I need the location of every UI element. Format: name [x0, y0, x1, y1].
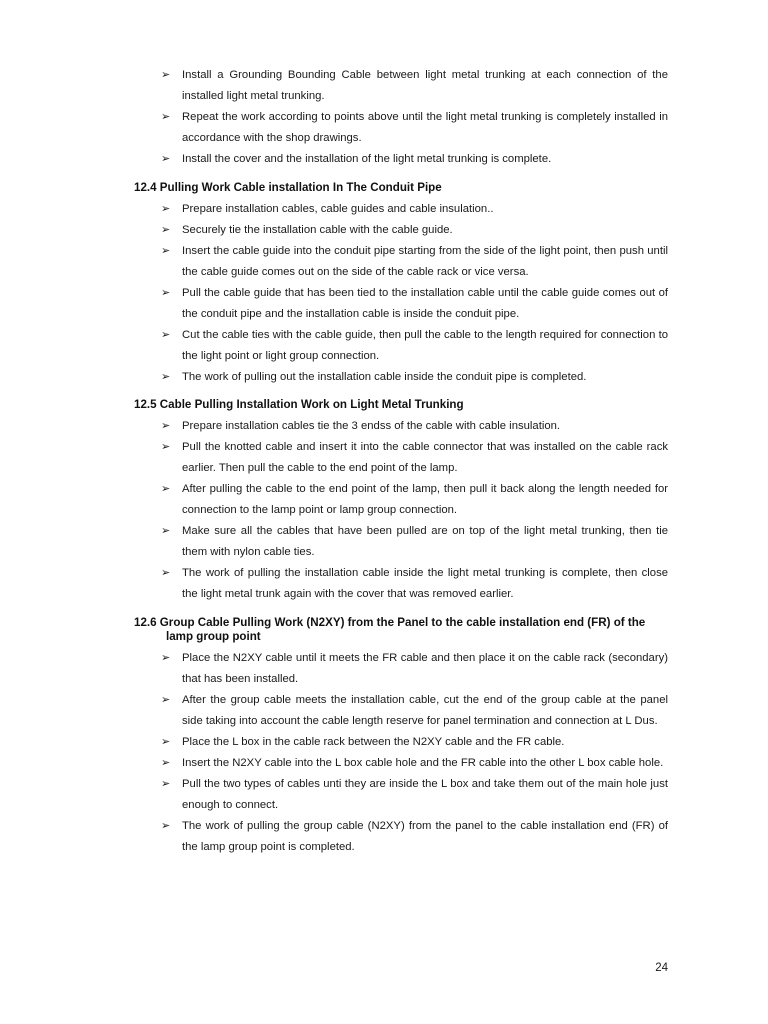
list-item-text: The work of pulling out the installation cable inside the conduit pipe is completed.: [182, 371, 587, 383]
arrow-bullet-icon: ➢: [161, 483, 171, 495]
arrow-bullet-icon: ➢: [161, 441, 171, 453]
list-item: [0, 325, 768, 367]
list-item-text: Install the cover and the installation of the light metal trunking is complete.: [182, 153, 552, 165]
list-item-text: Pull the cable guide that has been tied to the installation cable until the cable guide comes out of the conduit pipe and the installation cable is inside the conduit pipe.: [182, 287, 668, 320]
list-item-text: Securely tie the installation cable with the cable guide.: [182, 224, 453, 236]
arrow-bullet-icon: ➢: [161, 69, 171, 81]
arrow-bullet-icon: ➢: [161, 203, 171, 215]
list-item-text: After the group cable meets the installation cable, cut the end of the group cable at the panel side taking into account the cable length reserve for panel termination and connection at L Dus.: [182, 694, 668, 727]
list-item-text: Place the N2XY cable until it meets the FR cable and then place it on the cable rack (secondary) that has been installed.: [182, 652, 668, 685]
arrow-bullet-icon: ➢: [161, 371, 171, 383]
arrow-bullet-icon: ➢: [161, 420, 171, 432]
list-item: [0, 65, 768, 107]
list-item: [0, 107, 768, 149]
list-item-text: Cut the cable ties with the cable guide, then pull the cable to the length required for connection to the light point or light group connection.: [182, 329, 668, 362]
arrow-bullet-icon: ➢: [161, 820, 171, 832]
arrow-bullet-icon: ➢: [161, 329, 171, 341]
section-12-5-list: [0, 416, 768, 605]
list-item-text: The work of pulling the installation cable inside the light metal trunking is complete, then close the light metal trunk again with the cover that was removed earlier.: [182, 567, 668, 600]
list-item-text: Prepare installation cables tie the 3 endss of the cable with cable insulation.: [182, 420, 561, 432]
list-item: [0, 690, 768, 732]
list-item: [0, 283, 768, 325]
arrow-bullet-icon: ➢: [161, 153, 171, 165]
list-item: [0, 199, 768, 220]
intro-list: [0, 65, 768, 170]
section-12-6-list: [0, 648, 768, 858]
section-heading: [0, 614, 768, 648]
list-item: [0, 521, 768, 563]
section-heading-line-1: 12.6 Group Cable Pulling Work (N2XY) from the Panel to the cable installation end (FR) of the: [134, 616, 646, 629]
section-12-6: [0, 614, 768, 858]
arrow-bullet-icon: ➢: [161, 111, 171, 123]
arrow-bullet-icon: ➢: [161, 736, 171, 748]
arrow-bullet-icon: ➢: [161, 287, 171, 299]
arrow-bullet-icon: ➢: [161, 245, 171, 257]
list-item-text: Pull the two types of cables unti they are inside the L box and take them out of the main hole just enough to connect.: [182, 778, 668, 811]
section-12-5: [0, 394, 768, 605]
intro-section: [0, 65, 768, 170]
section-heading: 12.4 Pulling Work Cable installation In The Conduit Pipe: [134, 181, 442, 194]
section-heading-line-2: lamp group point: [166, 630, 261, 643]
arrow-bullet-icon: ➢: [161, 567, 171, 579]
list-item-text: Insert the N2XY cable into the L box cable hole and the FR cable into the other L box cable hole.: [182, 757, 664, 769]
arrow-bullet-icon: ➢: [161, 652, 171, 664]
list-item: [0, 479, 768, 521]
list-item: [0, 149, 768, 170]
list-item-text: Prepare installation cables, cable guides and cable insulation..: [182, 203, 494, 215]
list-item: [0, 774, 768, 816]
section-heading: 12.5 Cable Pulling Installation Work on Light Metal Trunking: [134, 398, 464, 411]
list-item-text: Install a Grounding Bounding Cable between light metal trunking at each connection of the installed light metal trunking.: [182, 69, 668, 102]
arrow-bullet-icon: ➢: [161, 525, 171, 537]
list-item: [0, 437, 768, 479]
arrow-bullet-icon: ➢: [161, 778, 171, 790]
list-item: [0, 367, 768, 388]
arrow-bullet-icon: ➢: [161, 694, 171, 706]
list-item: [0, 732, 768, 753]
page-number: 24: [655, 962, 668, 974]
list-item: [0, 220, 768, 241]
list-item: [0, 816, 768, 858]
list-item: [0, 648, 768, 690]
list-item: [0, 753, 768, 774]
list-item: [0, 563, 768, 605]
arrow-bullet-icon: ➢: [161, 224, 171, 236]
list-item-text: After pulling the cable to the end point of the lamp, then pull it back along the length needed for connection to the lamp point or lamp group connection.: [182, 483, 668, 516]
list-item-text: Repeat the work according to points above until the light metal trunking is completely installed in accordance with the shop drawings.: [182, 111, 668, 144]
list-item-text: Make sure all the cables that have been pulled are on top of the light metal trunking, then tie them with nylon cable ties.: [182, 525, 668, 558]
list-item: [0, 416, 768, 437]
list-item-text: The work of pulling the group cable (N2XY) from the panel to the cable installation end (FR) of the lamp group point is completed.: [182, 820, 668, 853]
section-12-4-list: [0, 199, 768, 388]
list-item-text: Insert the cable guide into the conduit pipe starting from the side of the light point, then push until the cable guide comes out on the side of the cable rack or vice versa.: [182, 245, 668, 278]
list-item: [0, 241, 768, 283]
list-item-text: Place the L box in the cable rack between the N2XY cable and the FR cable.: [182, 736, 565, 748]
section-12-4: [0, 177, 768, 388]
arrow-bullet-icon: ➢: [161, 757, 171, 769]
list-item-text: Pull the knotted cable and insert it into the cable connector that was installed on the cable rack earlier. Then pull the cable to the end point of the lamp.: [182, 441, 668, 474]
